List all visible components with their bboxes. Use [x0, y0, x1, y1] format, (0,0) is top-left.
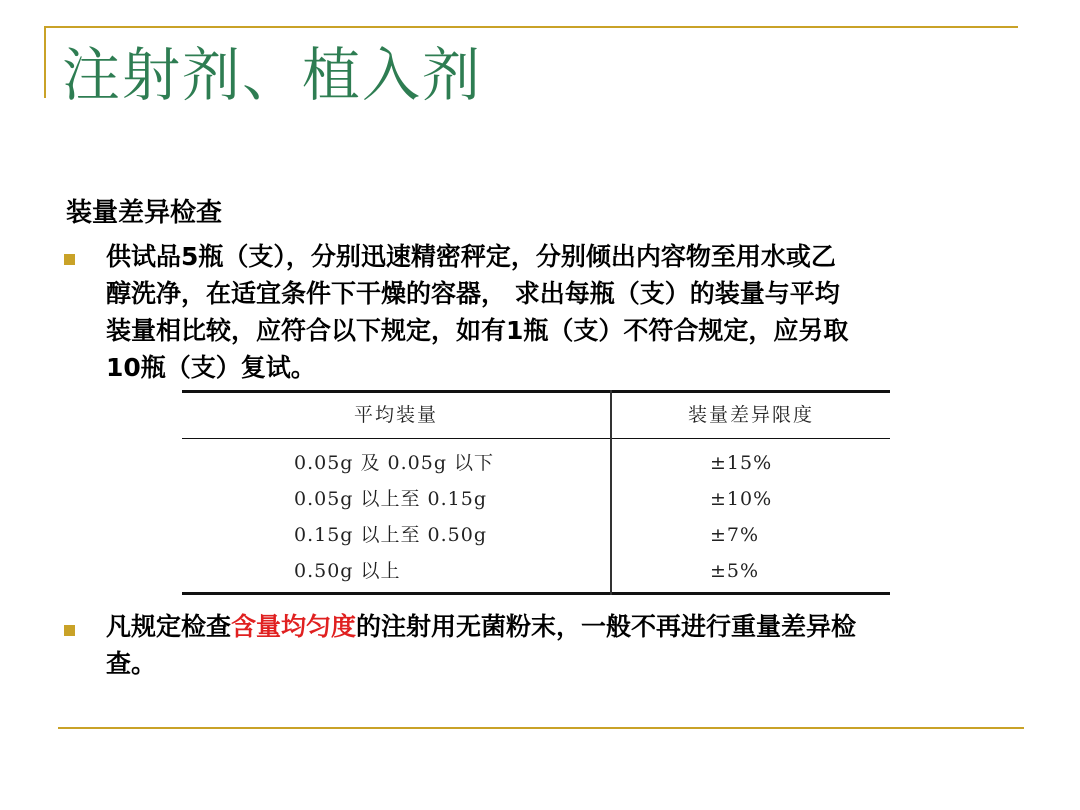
slide-title: 注射剂、植入剂 — [62, 41, 483, 109]
table-cell: ±10% — [710, 488, 773, 510]
highlighted-term: 含量均匀度 — [231, 612, 357, 641]
table-cell: ±15% — [710, 452, 773, 474]
bullet-square-icon — [64, 625, 75, 636]
paragraph-line: 10瓶（支）复试。 — [106, 353, 316, 382]
table-header-rule — [182, 438, 890, 439]
table-cell: 0.05g 及 0.05g 以下 — [294, 452, 495, 474]
bullet-paragraph-1 — [106, 238, 848, 386]
paragraph-line: 装量相比较，应符合以下规定，如有1瓶（支）不符合规定，应另取 — [106, 316, 849, 345]
paragraph-line — [106, 608, 856, 645]
table-cell: ±7% — [710, 524, 760, 546]
table-cell: 0.50g 以上 — [294, 560, 401, 582]
paragraph-line: 醇洗净，在适宜条件下干燥的容器， 求出每瓶（支）的装量与平均 — [106, 279, 840, 308]
table-header-average-fill: 平均装量 — [353, 404, 438, 426]
table-top-rule — [182, 390, 890, 393]
bottom-rule — [58, 727, 1024, 729]
table-cell: 0.05g 以上至 0.15g — [294, 488, 488, 510]
table-cell: ±5% — [710, 560, 760, 582]
fill-weight-table — [182, 390, 890, 595]
text-run: 的注射用无菌粉末，一般不再进行重量差异检 — [356, 612, 857, 641]
table-header-variation-limit: 装量差异限度 — [687, 404, 814, 426]
paragraph-line: 供试品5瓶（支），分别迅速精密秤定，分别倾出内容物至用水或乙 — [106, 242, 836, 271]
text-run: 凡规定检查 — [106, 612, 232, 641]
table-bottom-rule — [182, 592, 890, 595]
bullet-square-icon — [64, 254, 75, 265]
paragraph-line: 查。 — [106, 649, 157, 678]
top-rule — [44, 26, 1018, 28]
section-heading: 装量差异检查 — [66, 198, 223, 228]
left-rule — [44, 26, 46, 98]
bullet-paragraph-2 — [106, 608, 856, 682]
table-cell: 0.15g 以上至 0.50g — [294, 524, 488, 546]
